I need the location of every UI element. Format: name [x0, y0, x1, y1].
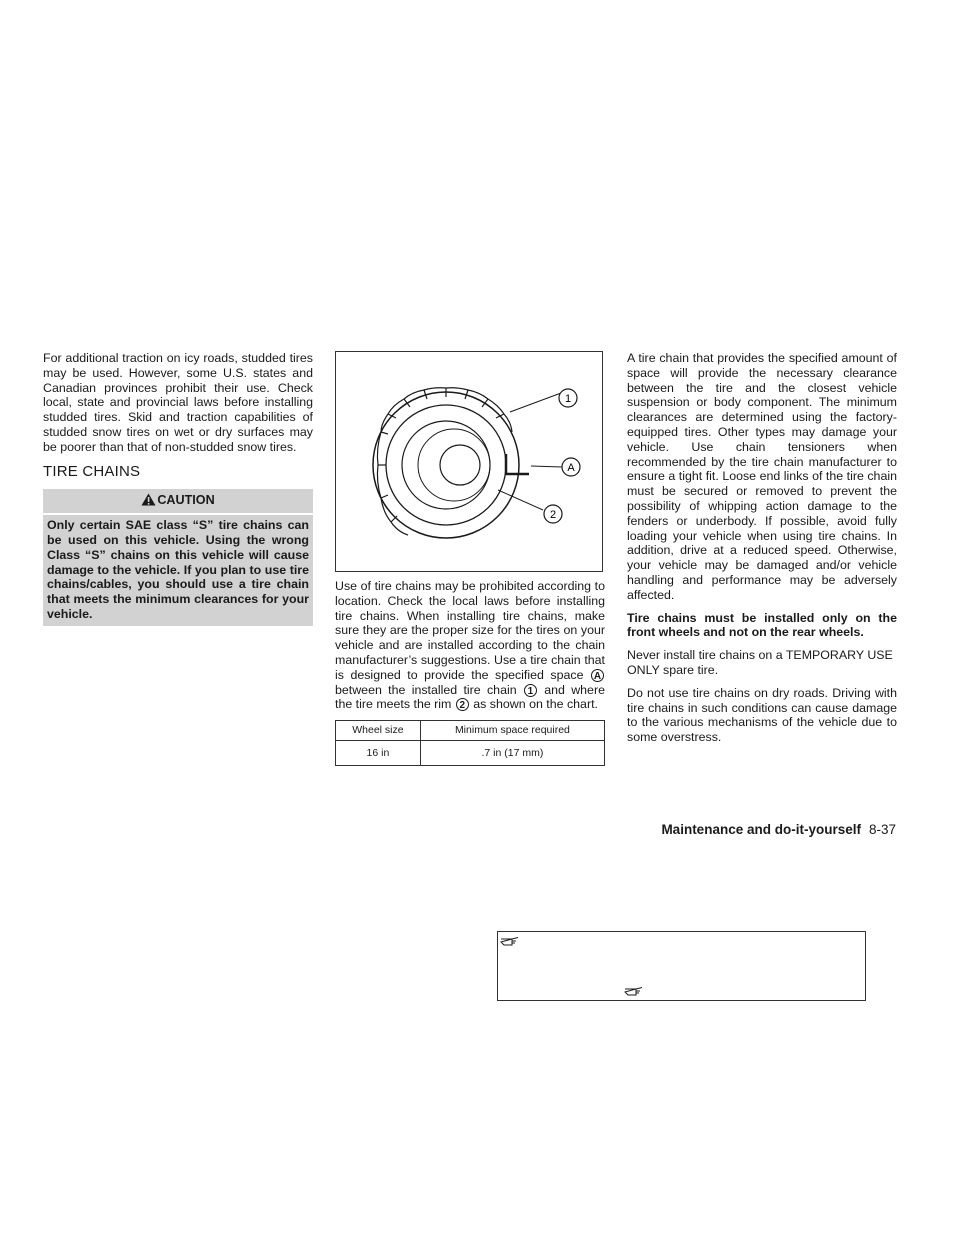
callout-1-inline: 1 [524, 684, 537, 697]
spare-tire-paragraph: Never install tire chains on a TEMPORARY USE ONLY spare tire. [627, 648, 893, 677]
usage-text-3: and where the tire meets the rim [335, 682, 605, 712]
clearance-paragraph: A tire chain that provides the specified amount of space will provide the necessary clearance between the tire and the closest vehicle suspension or body component. The minimum clearances are determined using the factory-equipped tires. Other types may damage your vehicle. Use chain tensioners when recommended by the tire chain manufacturer to ensure a tight fit. Loose end links of the tire chain must be secured or removed to prevent the possibility of whipping action damage to the fenders or underbody. If possible, avoid fully loading your vehicle when using tire chains. In addition, drive at a reduced speed. Otherwise, your vehicle may be damaged and/or vehicle handling and performance may be adversely affected. [627, 351, 897, 602]
callout-a: A [567, 462, 575, 474]
caution-box [43, 489, 313, 625]
usage-text-1: Use of tire chains may be prohibited according to location. Check the local laws before installing tire chains. When installing tire chains, make sure they are the proper size for the tires on your vehicle and are installed according to the chain manufacturer’s suggestions. Use a tire chain that is designed to provide the specified space [335, 579, 605, 682]
dry-roads-paragraph: Do not use tire chains on dry roads. Driving with tire chains in such conditions can cause damage to the various mechanisms of the vehicle due to some overstress. [627, 685, 897, 745]
table-header-min-space: Minimum space required [420, 721, 604, 741]
callout-a-inline: A [591, 669, 604, 682]
pointing-hand-icon [624, 983, 644, 1001]
caution-text: Only certain SAE class “S” tire chains can be used on this vehicle. Using the wrong Class “S” chains on this vehicle will cause damage to the vehicle. If you plan to use tire chains/cables, you should use a tire chain that meets the minimum clearances for your vehicle. [43, 515, 313, 626]
footer-section-title: Maintenance and do-it-yourself [661, 822, 861, 837]
page-number: 8-37 [868, 822, 896, 837]
page-footer [661, 822, 896, 837]
tire-chain-usage-paragraph [335, 579, 605, 712]
caution-title: CAUTION [157, 493, 215, 508]
tire-chain-diagram [335, 351, 603, 572]
caution-header [43, 489, 313, 515]
callout-1: 1 [564, 393, 572, 405]
tire-chain-illustration [336, 352, 602, 571]
table-header-row [336, 721, 605, 741]
section-heading-tire-chains: TIRE CHAINS [43, 462, 141, 480]
middle-column [335, 351, 605, 766]
right-column [627, 351, 897, 753]
warning-triangle-icon [141, 493, 156, 510]
table-row [336, 741, 605, 766]
pointing-hand-icon [500, 933, 520, 951]
callout-2: 2 [549, 509, 557, 521]
table-header-wheel-size: Wheel size [336, 721, 421, 741]
note-box [497, 931, 866, 1001]
usage-text-2: between the installed tire chain [335, 682, 517, 697]
front-wheels-warning: Tire chains must be installed only on the front wheels and not on the rear wheels. [627, 610, 897, 640]
callout-2-inline: 2 [456, 698, 469, 711]
table-cell-min-space: .7 in (17 mm) [420, 741, 604, 766]
clearance-table [335, 720, 605, 766]
left-column [43, 351, 313, 626]
table-cell-wheel-size: 16 in [336, 741, 421, 766]
studded-tires-paragraph: For additional traction on icy roads, studded tires may be used. However, some U.S. states and Canadian provinces prohibit their use. Check local, state and provincial laws before installing studded tires. Skid and traction capabilities of studded snow tires on wet or dry surfaces may be poorer than that of non-studded snow tires. [43, 351, 313, 454]
usage-text-4: as shown on the chart. [473, 697, 598, 712]
